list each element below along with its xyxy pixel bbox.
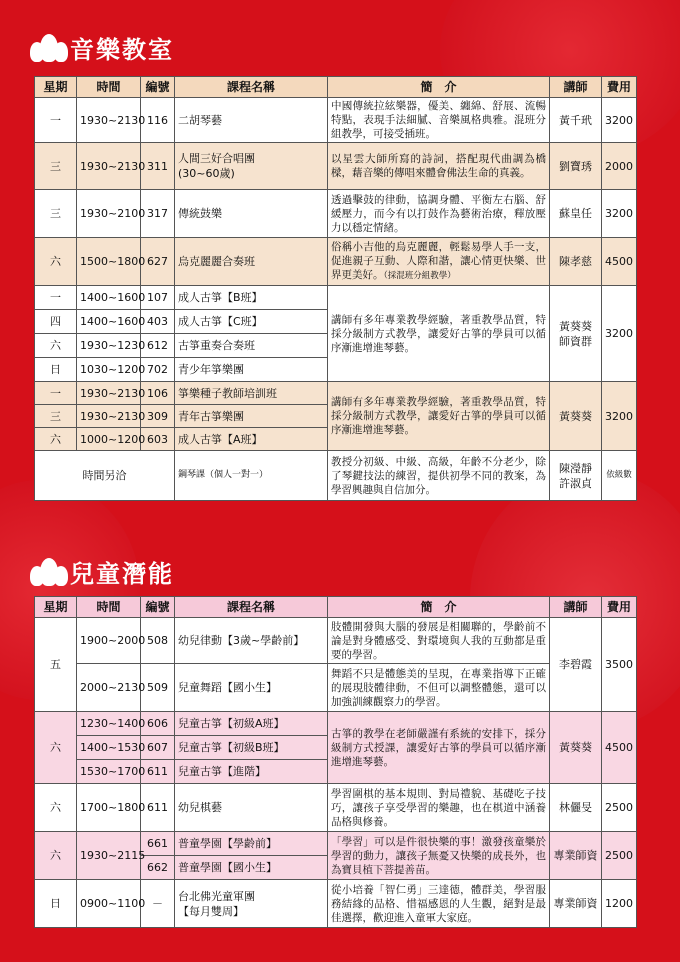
header-fee: 費用 — [602, 77, 637, 98]
cell-code: 662 — [141, 856, 175, 880]
cell-code: 508 — [141, 618, 175, 664]
cell-fee: 4500 — [602, 238, 637, 286]
cell-time: 1930~2130 — [77, 143, 141, 190]
cell-code: 702 — [141, 358, 175, 382]
cell-time: 1400~1530 — [77, 736, 141, 760]
cell-time: 1930~2130 — [77, 405, 141, 428]
header-time: 時間 — [77, 77, 141, 98]
cell-code: 611 — [141, 760, 175, 784]
cell-desc: 教授分初級、中級、高級，年齡不分老少，除了琴鍵技法的練習，提供初學不同的教案，為學習興趣與自信加分。 — [328, 451, 550, 501]
table-row — [35, 190, 637, 238]
cell-day: 六 — [35, 238, 77, 286]
cell-course: 箏樂種子教師培訓班 — [175, 382, 328, 405]
cell-code: 309 — [141, 405, 175, 428]
cell-code: 611 — [141, 784, 175, 832]
cell-desc: 肢體開發與大腦的發展是相關聯的，學齡前不論是對身體感受、對環境與人我的互動都是重要的學習。 — [328, 618, 550, 664]
cell-teacher: 黃葵葵 — [550, 712, 602, 784]
table-row — [35, 618, 637, 664]
cell-course: 幼兒棋藝 — [175, 784, 328, 832]
cell-day: 一 — [35, 382, 77, 405]
table-row — [35, 784, 637, 832]
cell-teacher: 專業師資 — [550, 832, 602, 880]
header-day: 星期 — [35, 77, 77, 98]
cell-teacher: 陳孝慈 — [550, 238, 602, 286]
desc-text: 俗稱小吉他的烏克麗麗，輕鬆易學人手一支，促進親子互動、人際和諧，讓心情更快樂、世界更美好。 — [331, 241, 546, 281]
cell-course: 幼兒律動【3歲~學齡前】 — [175, 618, 328, 664]
header-fee: 費用 — [602, 597, 637, 618]
cell-day: 六 — [35, 832, 77, 880]
cell-time: 1930~2115 — [77, 832, 141, 880]
cell-course: 成人古箏【C班】 — [175, 310, 328, 334]
cell-time: 1230~1400 — [77, 712, 141, 736]
cell-desc: 學習圍棋的基本規則、對局禮貌、基礎吃子技巧，讓孩子享受學習的樂趣，也在棋道中涵養品格與修養。 — [328, 784, 550, 832]
cell-desc: 以星雲大師所寫的詩詞，搭配現代曲調為橋樑，藉音樂的傳唱來體會佛法生命的真義。 — [328, 143, 550, 190]
cell-code: 116 — [141, 98, 175, 143]
cell-course: 兒童古箏【進階】 — [175, 760, 328, 784]
cell-time: 1930~2100 — [77, 190, 141, 238]
cell-course: 烏克麗麗合奏班 — [175, 238, 328, 286]
cell-time: 1400~1600 — [77, 286, 141, 310]
cell-day: 五 — [35, 618, 77, 712]
cell-desc: 透過擊鼓的律動，協調身體、平衡左右腦、舒緩壓力，而今有以打鼓作為藝術治療，釋放壓力以穩定情緒。 — [328, 190, 550, 238]
table-row — [35, 880, 637, 928]
cell-fee: 3200 — [602, 190, 637, 238]
table-row — [35, 286, 637, 310]
cell-desc: 舞蹈不只是體態美的呈現，在專業指導下正確的展現肢體律動，不但可以調整體態，還可以加強訓練觀察力的學習。 — [328, 664, 550, 712]
cell-teacher: 黃葵葵 師資群 — [550, 286, 602, 382]
cell-code: 509 — [141, 664, 175, 712]
cell-code: 317 — [141, 190, 175, 238]
music-title: 音樂教室 — [70, 36, 174, 64]
cell-time: 1030~1200 — [77, 358, 141, 382]
cell-course: 兒童古箏【初級A班】 — [175, 712, 328, 736]
cell-time: 1530~1700 — [77, 760, 141, 784]
people-icon — [30, 34, 64, 62]
cell-course: 青少年箏樂團 — [175, 358, 328, 382]
kids-table — [34, 596, 637, 928]
cell-course: 青年古箏樂團 — [175, 405, 328, 428]
cell-course: 人間三好合唱團 (30~60歲) — [175, 143, 328, 190]
cell-time: 1400~1600 — [77, 310, 141, 334]
cell-course: 普童學園【國小生】 — [175, 856, 328, 880]
cell-course: 傳統鼓樂 — [175, 190, 328, 238]
cell-desc: 講師有多年專業教學經驗，著重教學品質，特採分級制方式教學，讓愛好古箏的學員可以循序漸進增進琴藝。 — [328, 286, 550, 382]
cell-course: 兒童古箏【初級B班】 — [175, 736, 328, 760]
kids-title: 兒童潛能 — [70, 560, 174, 588]
table-row — [35, 832, 637, 856]
cell-time: 1000~1200 — [77, 428, 141, 451]
header-time: 時間 — [77, 597, 141, 618]
header-desc: 簡 介 — [328, 77, 550, 98]
cell-day: 四 — [35, 310, 77, 334]
cell-teacher: 專業師資 — [550, 880, 602, 928]
cell-fee: 3500 — [602, 618, 637, 712]
cell-code: 107 — [141, 286, 175, 310]
cell-code: 311 — [141, 143, 175, 190]
music-section-title — [30, 30, 174, 65]
cell-code: 627 — [141, 238, 175, 286]
cell-teacher: 蘇皇任 — [550, 190, 602, 238]
cell-fee: 3200 — [602, 286, 637, 382]
cell-fee: 依級數 — [602, 451, 637, 501]
cell-fee: 3200 — [602, 98, 637, 143]
cell-teacher: 黃葵葵 — [550, 382, 602, 451]
cell-course: 普童學園【學齡前】 — [175, 832, 328, 856]
cell-day: 三 — [35, 405, 77, 428]
cell-time: 1500~1800 — [77, 238, 141, 286]
cell-code: 606 — [141, 712, 175, 736]
cell-course: 成人古箏【B班】 — [175, 286, 328, 310]
cell-code: 612 — [141, 334, 175, 358]
cell-teacher: 劉寶琇 — [550, 143, 602, 190]
cell-fee: 2500 — [602, 784, 637, 832]
table-row — [35, 238, 637, 286]
table-row — [35, 712, 637, 736]
kids-header-row — [35, 597, 637, 618]
cell-course: 二胡琴藝 — [175, 98, 328, 143]
header-day: 星期 — [35, 597, 77, 618]
cell-day: 三 — [35, 143, 77, 190]
cell-desc: 講師有多年專業教學經驗，著重教學品質，特採分級制方式教學，讓愛好古箏的學員可以循序漸進增進琴藝。 — [328, 382, 550, 451]
cell-time: 1900~2000 — [77, 618, 141, 664]
cell-course: 古箏重奏合奏班 — [175, 334, 328, 358]
cell-desc: 「學習」可以是件很快樂的事！激發孩童樂於學習的動力，讓孩子無憂又快樂的成長外，也為寶貝植下菩提善苗。 — [328, 832, 550, 880]
cell-day: 六 — [35, 712, 77, 784]
cell-teacher: 陳瀅靜 許淑貞 — [550, 451, 602, 501]
cell-time: 1930~1230 — [77, 334, 141, 358]
cell-code: 403 — [141, 310, 175, 334]
cell-teacher: 李碧霞 — [550, 618, 602, 712]
cell-day: 日 — [35, 358, 77, 382]
table-row — [35, 664, 637, 712]
cell-course: 台北佛光童軍團 【每月雙周】 — [175, 880, 328, 928]
cell-course: 兒童舞蹈【國小生】 — [175, 664, 328, 712]
cell-day: 一 — [35, 98, 77, 143]
table-row — [35, 451, 637, 501]
music-table — [34, 76, 637, 501]
cell-code: 607 — [141, 736, 175, 760]
cell-desc — [328, 238, 550, 286]
cell-day: 六 — [35, 784, 77, 832]
cell-day: 一 — [35, 286, 77, 310]
cell-time: 1700~1800 — [77, 784, 141, 832]
table-row — [35, 98, 637, 143]
header-teacher: 講師 — [550, 77, 602, 98]
table-row — [35, 143, 637, 190]
kids-section-title — [30, 554, 174, 589]
header-teacher: 講師 — [550, 597, 602, 618]
cell-teacher: 黃千玳 — [550, 98, 602, 143]
header-course: 課程名稱 — [175, 597, 328, 618]
header-course: 課程名稱 — [175, 77, 328, 98]
desc-note: （採混班分組教學） — [383, 271, 456, 281]
cell-desc: 古箏的教學在老師嚴謹有系統的安排下，採分級制方式授課，讓愛好古箏的學員可以循序漸進增進琴藝。 — [328, 712, 550, 784]
cell-day: 六 — [35, 428, 77, 451]
cell-fee: 4500 — [602, 712, 637, 784]
cell-code: － — [141, 880, 175, 928]
cell-day: 三 — [35, 190, 77, 238]
cell-time: 1930~2130 — [77, 382, 141, 405]
cell-desc: 中國傳統拉絃樂器，優美、纏綿、舒展、流暢特點，表現手法細膩、音樂風格典雅。混班分組教學，可接受插班。 — [328, 98, 550, 143]
cell-fee: 3200 — [602, 382, 637, 451]
header-desc: 簡 介 — [328, 597, 550, 618]
cell-code: 106 — [141, 382, 175, 405]
cell-time: 2000~2130 — [77, 664, 141, 712]
cell-course: 成人古箏【A班】 — [175, 428, 328, 451]
table-row — [35, 382, 637, 405]
cell-time: 1930~2130 — [77, 98, 141, 143]
music-header-row — [35, 77, 637, 98]
cell-fee: 1200 — [602, 880, 637, 928]
cell-day: 日 — [35, 880, 77, 928]
header-code: 編號 — [141, 597, 175, 618]
cell-code: 603 — [141, 428, 175, 451]
cell-teacher: 林儷旻 — [550, 784, 602, 832]
people-icon — [30, 558, 64, 586]
cell-fee: 2500 — [602, 832, 637, 880]
cell-time: 時間另洽 — [35, 451, 175, 501]
cell-fee: 2000 — [602, 143, 637, 190]
cell-code: 661 — [141, 832, 175, 856]
cell-day: 六 — [35, 334, 77, 358]
cell-course: 鋼琴課（個人一對一） — [175, 451, 328, 501]
cell-time: 0900~1100 — [77, 880, 141, 928]
header-code: 編號 — [141, 77, 175, 98]
cell-desc: 從小培養「智仁勇」三達德，體群美，學習服務結緣的品格、惜福感恩的人生觀，絕對是最佳選擇，歡迎進入童軍大家庭。 — [328, 880, 550, 928]
